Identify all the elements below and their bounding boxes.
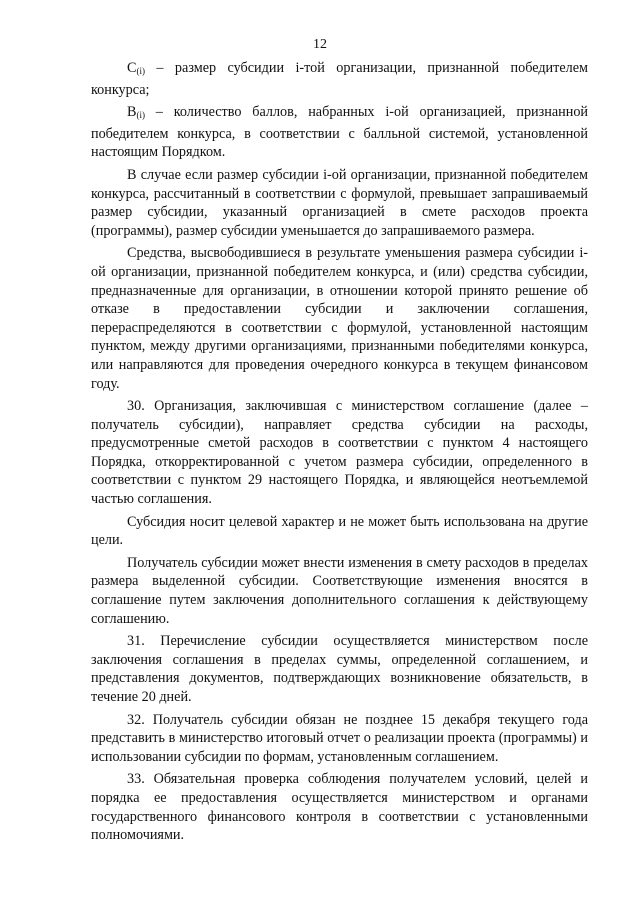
page-number: 12 xyxy=(313,37,327,52)
paragraph: В случае если размер субсидии i-ой организации, признанной победителем конкурса, рассчитанный в соответствии с формулой, превышает запрашиваемый размер субсидии, указанный организацией в смете расходов проекта (программы), размер субсидии уменьшается до запрашиваемого размера. xyxy=(91,166,588,239)
formula-definition-text: – количество баллов, набранных i-ой организацией, признанной победителем конкурса, в соответствии с балльной системой, установленной настоящим Порядком. xyxy=(91,104,588,161)
paragraph-item-31: 31. Перечисление субсидии осуществляется министерством после заключения соглашения в пределах суммы, определенной соглашением, и представления документов, подтверждающих возникновение обязательств, в течение 20 дней. xyxy=(91,633,588,705)
formula-definition-c xyxy=(91,59,588,99)
paragraph: Получатель субсидии может внести изменения в смету расходов в пределах размера выделенной субсидии. Соответствующие изменения вносятся в соглашение путем заключения дополнительного соглашения к действующему соглашению. xyxy=(91,554,588,627)
formula-subscript: (i) xyxy=(136,66,145,76)
formula-symbol: B xyxy=(127,104,137,121)
document-body xyxy=(91,59,588,849)
paragraph: Средства, высвободившиеся в результате уменьшения размера субсидии i-ой организации, признанной победителем конкурса, и (или) средства субсидии, предназначенные для организации, в отношении которой принято решение об отказе в предоставлении субсидии и заключении соглашения, перераспределяются в соответствии с формулой, установленной настоящим пунктом, между другими организациями, признанными победителями конкурса, или направляются для проведения очередного конкурса в текущем финансовом году. xyxy=(91,245,588,392)
paragraph-item-32: 32. Получатель субсидии обязан не позднее 15 декабря текущего года представить в министерство итоговый отчет о реализации проекта (программы) и использовании субсидии по формам, установленным соглашением. xyxy=(91,711,588,765)
formula-subscript: (i) xyxy=(136,110,145,121)
formula-definition-text: – размер субсидии i-той организации, признанной победителем конкурса; xyxy=(91,60,588,98)
formula-symbol: C xyxy=(127,60,137,76)
formula-definition-b xyxy=(91,103,588,162)
paragraph: Субсидия носит целевой характер и не может быть использована на другие цели. xyxy=(91,513,588,549)
paragraph-item-30: 30. Организация, заключившая с министерством соглашение (далее – получатель субсидии), направляет средства субсидии на расходы, предусмотренные сметой расходов в соответствии с пунктом 4 настоящего Порядка, откорректированной с учетом размера субсидии, определенного в соответствии с пунктом 29 настоящего Порядка, и являющейся неотъемлемой частью соглашения. xyxy=(91,398,588,508)
paragraph-item-33: 33. Обязательная проверка соблюдения получателем условий, целей и порядка ее предоставления осуществляется министерством и органами государственного финансового контроля в соответствии с установленными полномочиями. xyxy=(91,771,588,844)
